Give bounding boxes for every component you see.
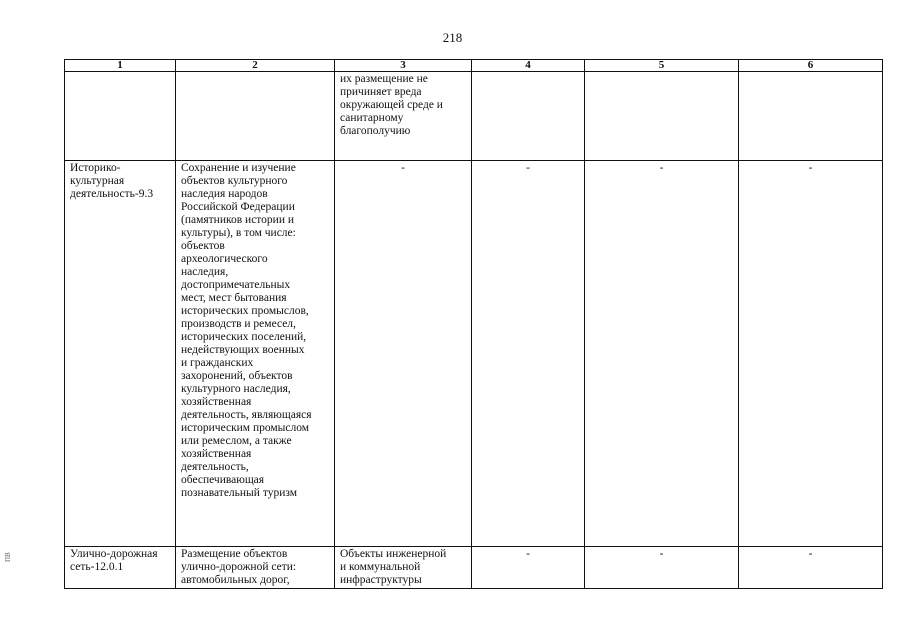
header-row — [65, 60, 883, 72]
table-cell — [472, 161, 585, 547]
regulation-table — [64, 59, 883, 589]
table-cell — [739, 161, 883, 547]
table-cell — [472, 72, 585, 161]
cell-text: - — [659, 548, 664, 560]
page-number: 218 — [442, 30, 463, 45]
cell-text: их размещение не причиняет вреда окружающей среде и санитарному благополучию — [340, 73, 443, 137]
table-cell — [65, 72, 176, 161]
cell-text: Улично-дорожная сеть-12.0.1 — [70, 548, 158, 573]
table-cell — [739, 72, 883, 161]
header-col-4: 4 — [472, 60, 585, 72]
cell-text: - — [526, 162, 530, 174]
header-col-2: 2 — [176, 60, 335, 72]
table-cell — [65, 547, 176, 589]
table-cell — [739, 547, 883, 589]
cell-text: - — [808, 162, 813, 174]
table-cell — [335, 547, 472, 589]
cell-text: Историко- культурная деятельность-9.3 — [70, 162, 154, 200]
cell-text: - — [526, 548, 530, 560]
table-cell — [176, 547, 335, 589]
cell-text: - — [808, 548, 813, 560]
cell-text: Объекты инженерной и коммунальной инфраструктуры — [340, 548, 447, 586]
table-cell — [176, 72, 335, 161]
header-col-5: 5 — [585, 60, 739, 72]
header-col-3: 3 — [335, 60, 472, 72]
table-cell — [176, 161, 335, 547]
cell-text: Сохранение и изучение объектов культурного наследия народов Российской Федерации (памятников истории и культуры), в том числе: объектов археологического наследия, достопримечательных мест, мест бытования исторических промыслов, производств и ремесел, исторических поселений, недействующих военных и гражданских захоронений, объектов культурного наследия, хозяйственная деятельность, являющаяся историческим промыслом или ремеслом, а также хозяйственная деятельность, обеспечивающая познавательный туризм — [181, 162, 312, 499]
table-row — [65, 547, 883, 589]
cell-text: Размещение объектов улично-дорожной сети: автомобильных дорог, — [181, 548, 297, 586]
table-row — [65, 161, 883, 547]
table-cell — [335, 161, 472, 547]
table-cell — [585, 161, 739, 547]
cell-text: - — [401, 162, 405, 174]
table-cell — [65, 161, 176, 547]
header-col-6: 6 — [739, 60, 883, 72]
margin-mark: ПВ — [4, 552, 12, 562]
table-cell — [585, 72, 739, 161]
table-cell — [585, 547, 739, 589]
header-col-1: 1 — [65, 60, 176, 72]
table-cell — [472, 547, 585, 589]
table-row — [65, 72, 883, 161]
table-cell — [335, 72, 472, 161]
cell-text: - — [659, 162, 664, 174]
